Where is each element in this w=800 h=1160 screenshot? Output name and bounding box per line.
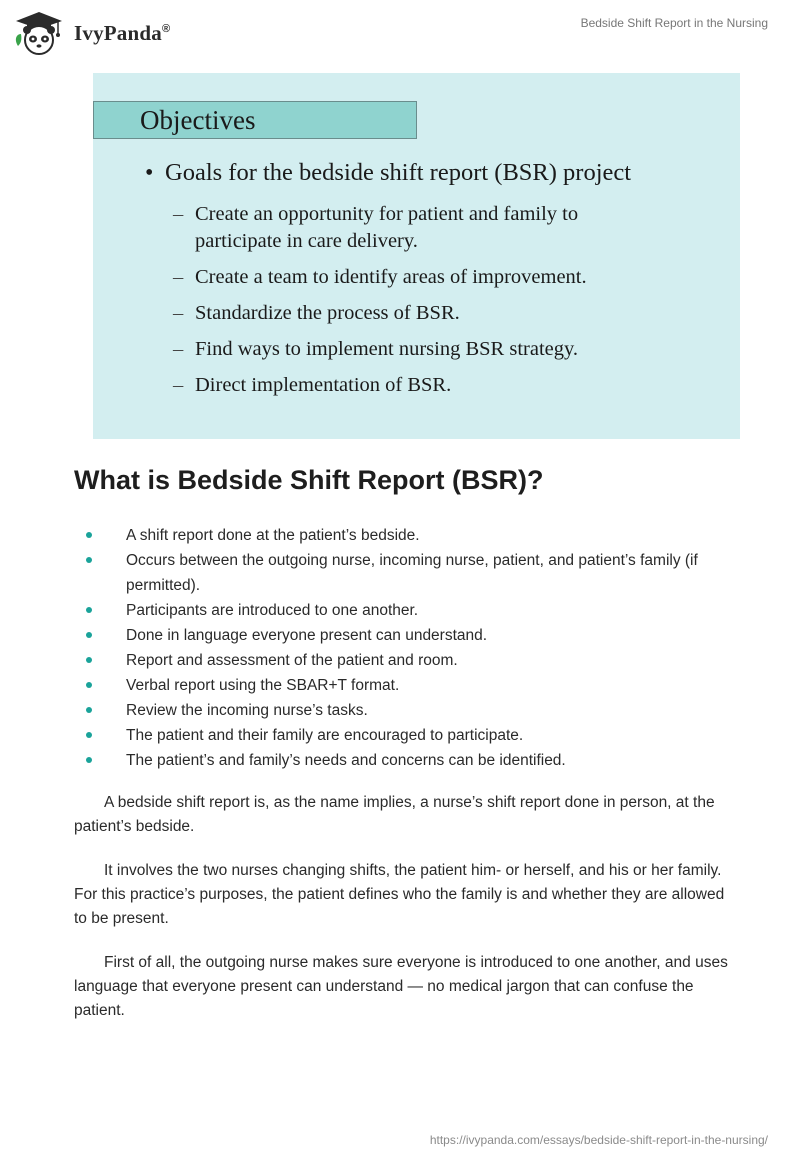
bullet-dot-icon <box>86 632 92 638</box>
dash-icon: – <box>173 302 184 324</box>
panda-graduate-icon <box>12 10 66 56</box>
slide-sub-point: – Create a team to identify areas of improvement. <box>173 264 665 291</box>
paragraph: A bedside shift report is, as the name implies, a nurse’s shift report done in person, at the patient’s bedside. <box>74 794 715 835</box>
section-heading: What is Bedside Shift Report (BSR)? <box>74 465 544 495</box>
list-item: Occurs between the outgoing nurse, incoming nurse, patient, and patient’s family (if permitted). <box>86 548 746 598</box>
objectives-slide <box>93 73 740 439</box>
list-item: Report and assessment of the patient and room. <box>86 648 746 673</box>
list-item: Verbal report using the SBAR+T format. <box>86 673 746 698</box>
paragraph: First of all, the outgoing nurse makes sure everyone is introduced to one another, and uses language that everyone present can understand — no medical jargon that can confuse the patient. <box>74 954 728 1019</box>
dash-icon: – <box>173 203 184 225</box>
bullet-dot-icon <box>86 607 92 613</box>
slide-sub-points <box>173 201 665 408</box>
article-paragraphs <box>74 791 734 1043</box>
slide-title: Objectives <box>140 105 256 135</box>
brand-name: IvyPanda® <box>74 20 171 45</box>
slide-sub-point: – Find ways to implement nursing BSR strategy. <box>173 336 665 363</box>
bullet-dot-icon <box>86 532 92 538</box>
source-url[interactable]: https://ivypanda.com/essays/bedside-shift-report-in-the-nursing/ <box>429 1133 768 1147</box>
bullet-dot-icon <box>86 757 92 763</box>
slide-title-box <box>93 101 417 139</box>
document-title: Bedside Shift Report in the Nursing <box>580 16 768 30</box>
list-item: The patient and their family are encouraged to participate. <box>86 723 746 748</box>
dash-icon: – <box>173 374 184 396</box>
dash-icon: – <box>173 266 184 288</box>
brand-logo[interactable] <box>12 10 170 56</box>
bullet-dot-icon <box>86 657 92 663</box>
slide-sub-point: – Direct implementation of BSR. <box>173 372 665 399</box>
slide-main-point <box>145 159 631 187</box>
bullet-dot-icon <box>86 732 92 738</box>
registered-mark: ® <box>161 22 171 35</box>
dash-icon: – <box>173 338 184 360</box>
bullet-dot-icon <box>86 707 92 713</box>
bullet-dot-icon <box>86 682 92 688</box>
list-item: Participants are introduced to one another. <box>86 598 746 623</box>
bsr-bullet-list <box>86 523 746 773</box>
paragraph: It involves the two nurses changing shifts, the patient him- or herself, and his or her family. For this practice’s purposes, the patient defines who the family is and whether they are allowed to be present. <box>74 862 725 927</box>
slide-sub-point: – Create an opportunity for patient and family to participate in care delivery. <box>173 203 579 252</box>
bullet-icon: • <box>145 160 154 186</box>
list-item: A shift report done at the patient’s bedside. <box>86 523 746 548</box>
slide-main-point-text: Goals for the bedside shift report (BSR) project <box>165 159 632 186</box>
bullet-dot-icon <box>86 557 92 563</box>
list-item: Review the incoming nurse’s tasks. <box>86 698 746 723</box>
slide-sub-point: – Standardize the process of BSR. <box>173 300 665 327</box>
list-item: The patient’s and family’s needs and concerns can be identified. <box>86 748 746 773</box>
list-item: Done in language everyone present can understand. <box>86 623 746 648</box>
